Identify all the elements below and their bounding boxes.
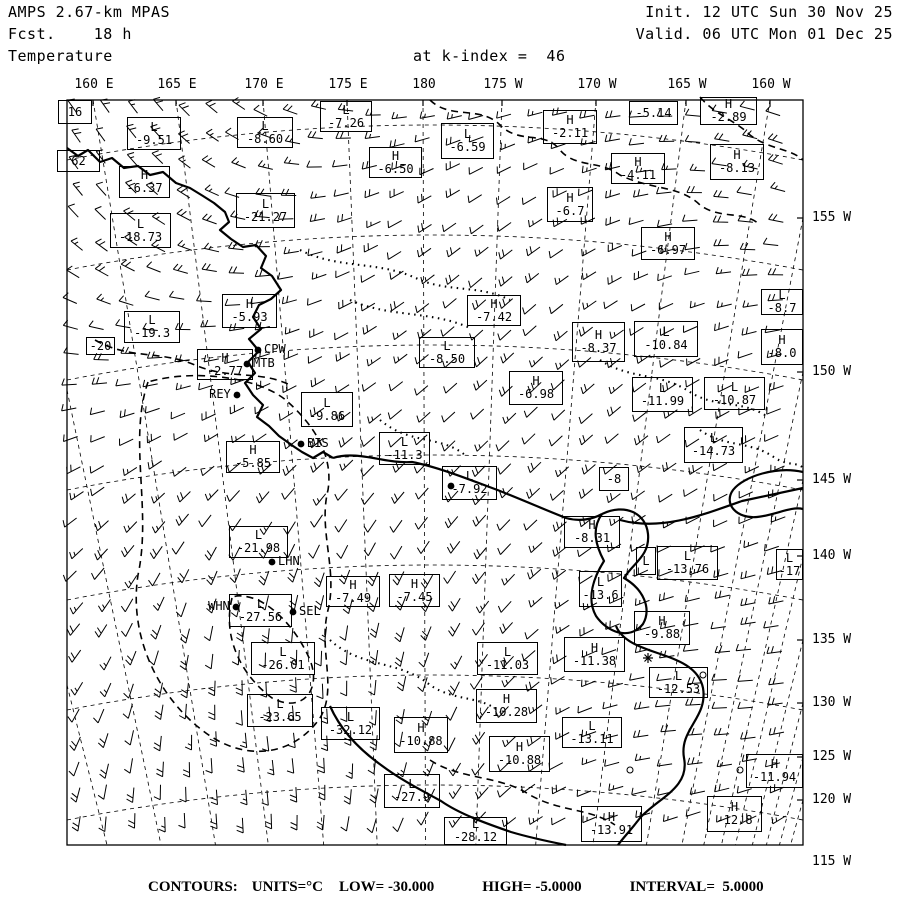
extrema-letter: H (590, 640, 599, 655)
station-label: CPW (264, 342, 286, 356)
extrema-letter: L (683, 549, 692, 563)
station-label: MTB (253, 356, 275, 370)
extrema-letter: H (515, 740, 524, 754)
contour-value-label (58, 100, 92, 124)
extrema-value: -2.89 (710, 110, 747, 124)
extrema-letter: H (490, 296, 498, 311)
extrema-value: -13.6 (582, 588, 619, 602)
extrema-letter: L (730, 379, 739, 394)
high-center-label (119, 166, 170, 198)
station-label: SEL (299, 604, 321, 618)
right-axis-label: 140 W (812, 548, 852, 563)
extrema-value: -12.53 (656, 681, 701, 696)
high-label: HIGH= -5.0000 (482, 879, 582, 895)
extrema-letter: H (730, 800, 739, 814)
right-axis-label: 150 W (812, 364, 852, 379)
low-center-label (441, 123, 494, 159)
low-center-label (229, 594, 292, 627)
station-label: BIS (307, 436, 329, 450)
high-center-label (369, 147, 422, 178)
low-center-label (649, 667, 708, 698)
extrema-letter: H (140, 168, 149, 182)
high-center-label (611, 153, 665, 184)
low-center-label (127, 117, 181, 150)
extrema-value: -11.3 (386, 447, 423, 462)
extrema-value: -2.77 (206, 363, 244, 378)
extrema-value: -8.31 (573, 531, 611, 545)
extrema-value: -7.26 (327, 115, 365, 130)
contour-value-label (599, 467, 629, 491)
station-label: REY (209, 387, 231, 401)
extrema-value: -11.03 (485, 657, 530, 672)
high-center-label (509, 371, 563, 405)
high-center-label (543, 110, 597, 144)
extrema-value: -10.88 (399, 734, 443, 748)
extrema-letter: L (276, 696, 284, 711)
extrema-letter: H (733, 148, 741, 162)
extrema-letter: L (662, 325, 670, 339)
right-axis-label: 115 W (812, 854, 852, 869)
low-center-label (444, 817, 507, 845)
contour-value-label (86, 337, 115, 355)
extrema-letter: L (136, 216, 145, 231)
low-center-label (776, 549, 803, 580)
extrema-letter: L (256, 596, 265, 611)
high-center-label (641, 227, 695, 260)
extrema-letter: L (642, 553, 650, 568)
extrema-value: -11.99 (640, 393, 685, 408)
extrema-value: -9.51 (135, 132, 173, 147)
extrema-letter: H (664, 229, 672, 244)
extrema-letter: L (463, 127, 472, 141)
extrema-value: -7.92 (451, 482, 488, 496)
low-center-label (251, 642, 315, 675)
top-axis-label: 175 E (328, 77, 368, 92)
top-axis-label: 170 E (244, 77, 284, 92)
extrema-letter: L (588, 718, 596, 733)
low-center-label (761, 289, 803, 315)
high-center-label (476, 689, 537, 723)
extrema-value: -20 (89, 338, 112, 353)
extrema-value: -11.38 (572, 653, 617, 668)
extrema-value: -6.37 (126, 181, 163, 195)
right-axis-label: 145 W (812, 472, 852, 487)
extrema-letter: H (410, 576, 419, 591)
right-axis-label: 120 W (812, 792, 852, 807)
units-label: UNITS=°C (251, 879, 323, 895)
extrema-letter: L (785, 550, 794, 565)
low-center-label (301, 392, 353, 427)
contour-value-label (629, 101, 678, 125)
extrema-value: -10.88 (497, 753, 542, 767)
right-axis-label: 130 W (812, 695, 852, 710)
extrema-letter: L (254, 528, 263, 542)
extrema-value: -8.50 (428, 351, 466, 366)
high-center-label (761, 329, 803, 365)
extrema-value: -9.88 (643, 627, 681, 641)
model-title: AMPS 2.67-km MPAS (8, 3, 171, 21)
station-label: WHN (208, 599, 230, 613)
extrema-letter: L (465, 469, 474, 483)
extrema-value: -6.50 (377, 161, 414, 176)
extrema-letter: H (658, 614, 666, 628)
extrema-letter: H (607, 810, 616, 824)
extrema-letter: L (342, 102, 350, 117)
extrema-letter: H (502, 692, 511, 706)
extrema-value: -7.42 (475, 309, 513, 324)
extrema-letter: H (349, 577, 357, 592)
extrema-letter: L (658, 380, 667, 395)
forecast-hour: Fcst. 18 h (8, 25, 132, 43)
extrema-letter: L (346, 709, 355, 724)
extrema-value: -10.28 (484, 705, 529, 719)
low-label: LOW= -30.000 (338, 879, 435, 895)
low-center-label (579, 571, 622, 607)
top-axis-label: 160 E (74, 77, 114, 92)
extrema-letter: H (391, 148, 400, 163)
extrema-letter: L (323, 395, 331, 410)
extrema-letter: L (148, 313, 156, 327)
low-center-label (477, 642, 538, 675)
extrema-letter: H (532, 374, 540, 388)
extrema-value: -13.11 (570, 731, 614, 746)
right-axis-label: 125 W (812, 749, 852, 764)
top-axis-label: 170 W (577, 77, 617, 92)
extrema-letter: L (471, 817, 480, 831)
high-center-label (572, 322, 625, 362)
extrema-letter: L (261, 118, 269, 133)
low-center-label (124, 311, 180, 343)
extrema-value: -13.91 (589, 823, 634, 837)
extrema-value: -8 (606, 471, 622, 486)
extrema-value: -32.12 (328, 722, 373, 737)
high-center-label (326, 576, 380, 607)
high-center-label (564, 516, 620, 548)
extrema-letter: L (503, 644, 512, 659)
valid-time: Valid. 06 UTC Mon 01 Dec 25 (635, 25, 893, 43)
low-center-label (321, 707, 380, 740)
extrema-value: -8.13 (718, 161, 756, 175)
extrema-value: -28.12 (453, 830, 498, 844)
extrema-value: -5.85 (234, 456, 272, 470)
extrema-letter: L (150, 119, 158, 134)
extrema-value: -10.87 (712, 392, 757, 407)
extrema-value: 62 (71, 153, 86, 168)
extrema-value: -6.59 (449, 140, 486, 154)
extrema-value: -13.76 (665, 562, 710, 576)
extrema-value: -23.65 (258, 709, 302, 724)
extrema-value: 16 (67, 104, 83, 119)
extrema-letter: L (596, 575, 605, 589)
extrema-value: -21.27 (243, 209, 288, 224)
low-center-label (247, 694, 313, 727)
high-center-label (634, 611, 690, 645)
extrema-value: -27.56 (238, 609, 283, 624)
extrema-letter: H (417, 721, 425, 735)
extrema-value: -27.9 (393, 790, 431, 804)
interval-label: INTERVAL= 5.0000 (629, 879, 764, 895)
extrema-value: -5.93 (231, 310, 268, 324)
top-axis-label: 165 W (667, 77, 707, 92)
top-axis-label: 165 E (157, 77, 197, 92)
extrema-value: -8.37 (580, 341, 617, 355)
extrema-value: -21.98 (236, 541, 281, 555)
extrema-value: -26.01 (261, 657, 305, 672)
extrema-value: -12.8 (716, 813, 753, 827)
high-center-label (197, 349, 253, 380)
extrema-letter: L (674, 668, 683, 683)
high-center-label (467, 295, 521, 326)
extrema-letter: L (408, 777, 416, 791)
low-center-label (419, 337, 475, 368)
extrema-value: -5.14 (635, 105, 672, 120)
high-center-label (707, 796, 762, 832)
extrema-value: -14.73 (691, 444, 736, 458)
extrema-letter: H (221, 350, 229, 365)
low-center-label (562, 717, 622, 748)
extrema-letter: H (634, 154, 642, 169)
extrema-letter: L (400, 434, 409, 449)
station-label: LHN (278, 554, 300, 568)
low-center-label (632, 377, 693, 412)
high-center-label (389, 574, 440, 607)
high-center-label (746, 754, 803, 788)
low-center-label (657, 546, 718, 580)
extrema-letter: H (245, 297, 254, 311)
low-center-label (442, 466, 497, 500)
high-center-label (547, 187, 593, 222)
extrema-value: -17 (778, 563, 801, 578)
high-center-label (564, 637, 625, 672)
top-axis-label: 160 W (751, 77, 791, 92)
top-axis-label: 180 (412, 77, 436, 92)
low-center-label (237, 117, 293, 148)
low-center-label (110, 213, 171, 248)
extrema-letter: L (709, 431, 718, 445)
extrema-letter: L (443, 338, 451, 353)
extrema-value: -7.49 (334, 590, 372, 605)
extrema-letter: L (261, 196, 270, 211)
extrema-value: -6.7 (555, 203, 585, 218)
high-center-label (489, 736, 550, 772)
extrema-letter: H (778, 333, 786, 347)
low-center-label (684, 427, 743, 463)
extrema-value: -8.7 (767, 301, 797, 315)
extrema-letter: L (279, 644, 287, 659)
extrema-letter: L (778, 288, 786, 302)
field-name: Temperature (8, 47, 113, 65)
extrema-letter: H (566, 113, 574, 127)
extrema-value: -4.11 (619, 167, 657, 182)
contours-label: CONTOURS: (148, 879, 238, 895)
top-axis-label: 175 W (483, 77, 523, 92)
contour-value-label (57, 150, 100, 172)
high-center-label (700, 97, 757, 125)
extrema-letter: H (724, 97, 733, 111)
extrema-value: -2.11 (551, 126, 589, 140)
low-center-label (636, 547, 656, 575)
extrema-value: -19.3 (133, 326, 171, 340)
extrema-letter: H (588, 518, 596, 532)
extrema-value: -7.45 (396, 589, 433, 604)
extrema-value: -9.86 (308, 408, 346, 423)
low-center-label (384, 774, 440, 808)
init-time: Init. 12 UTC Sun 30 Nov 25 (645, 3, 893, 21)
low-center-label (236, 193, 295, 228)
low-center-label (704, 377, 765, 410)
high-center-label (710, 144, 764, 180)
low-center-label (634, 321, 698, 357)
extrema-value: -18.73 (118, 229, 163, 244)
extrema-letter: H (249, 443, 257, 457)
extrema-value: -8.0 (767, 346, 797, 360)
level-label: at k-index = 46 (413, 47, 566, 65)
right-axis-label: 135 W (812, 632, 852, 647)
right-axis-label: 155 W (812, 210, 852, 225)
extrema-value: -6.98 (517, 387, 555, 401)
extrema-value: -6.97 (649, 242, 687, 257)
extrema-letter: H (594, 328, 603, 342)
high-center-label (394, 717, 448, 753)
low-center-label (320, 101, 372, 132)
extrema-value: -8.60 (246, 131, 284, 146)
contour-info-bar (148, 879, 764, 896)
high-center-label (581, 806, 642, 842)
extrema-value: -10.84 (644, 338, 688, 352)
extrema-letter: H (770, 757, 779, 771)
high-center-label (222, 294, 277, 328)
extrema-letter: H (566, 190, 574, 205)
high-center-label (226, 441, 280, 473)
low-center-label (379, 432, 430, 465)
extrema-value: -11.94 (752, 770, 797, 784)
